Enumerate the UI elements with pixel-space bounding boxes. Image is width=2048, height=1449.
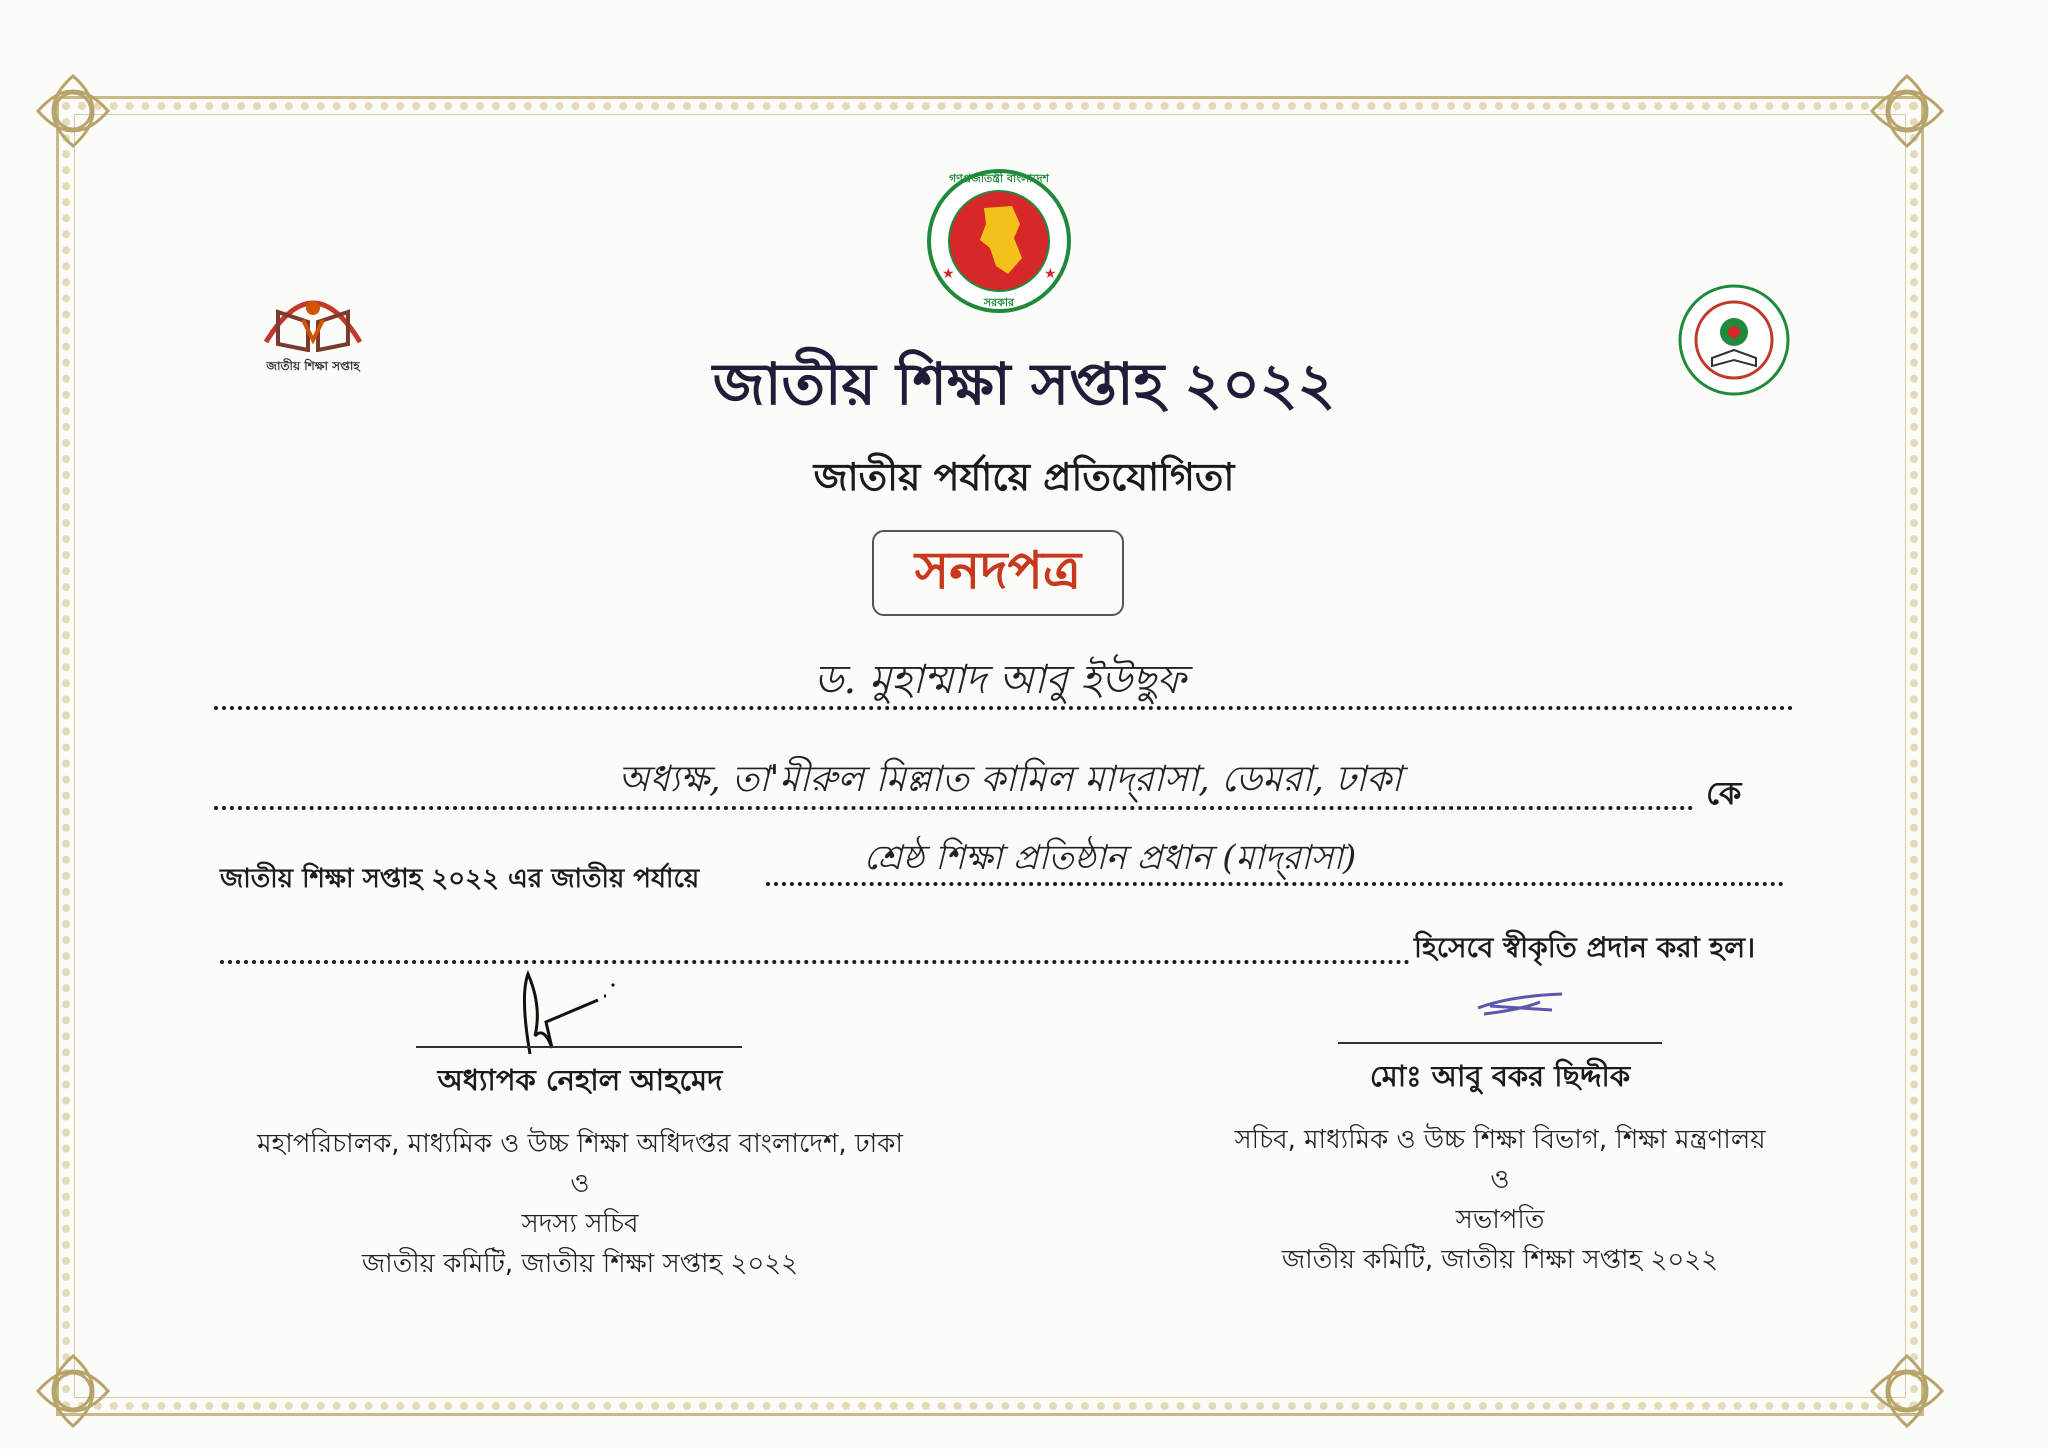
left-signatory-details: [140, 1124, 1020, 1284]
recipient-name: ড. মুহাম্মাদ আবু ইউছুফ: [814, 657, 1186, 703]
svg-text:★: ★: [1044, 266, 1057, 282]
ke-suffix: কে: [1706, 774, 1742, 812]
certificate-title: জাতীয় শিক্ষা সপ্তাহ ২০২২: [712, 350, 1336, 418]
left-signatory-name: অধ্যাপক নেহাল আহমেদ: [437, 1063, 723, 1097]
right-signatory-line2: ও: [1490, 1165, 1510, 1195]
recognition-suffix: হিসেবে স্বীকৃতি প্রদান করা হল।: [1414, 931, 1756, 964]
corner-ornament-bottom-right-icon: [1862, 1346, 1952, 1436]
certificate-subtitle: জাতীয় পর্যায়ে প্রতিযোগিতা: [813, 455, 1235, 499]
right-signature-icon: [1470, 990, 1570, 1020]
corner-ornament-top-left-icon: [28, 66, 118, 156]
right-signatory-line3: সভাপতি: [1455, 1205, 1545, 1235]
government-seal: [924, 166, 1074, 316]
left-signatory-line4: জাতীয় কমিটি, জাতীয় শিক্ষা সপ্তাহ ২০২২: [361, 1249, 799, 1279]
right-signatory-details: [1090, 1120, 1910, 1280]
right-signatory-name: মোঃ আবু বকর ছিদ্দীক: [1369, 1059, 1631, 1093]
level-prefix: জাতীয় শিক্ষা সপ্তাহ ২০২২ এর জাতীয় পর্যায়ে: [220, 864, 700, 894]
recognition-line: [220, 960, 1410, 964]
right-signatory-line1: সচিব, মাধ্যমিক ও উচ্চ শিক্ষা বিভাগ, শিক্ষা মন্ত্রণালয়: [1234, 1125, 1766, 1155]
award-line: [766, 882, 1784, 886]
certificate-label: সনদপত্র: [914, 540, 1082, 601]
left-signature-icon: [480, 966, 650, 1058]
certificate-label-box: [872, 530, 1124, 616]
corner-ornament-top-right-icon: [1862, 66, 1952, 156]
left-signature-rule: [416, 1046, 742, 1048]
designation-line: [214, 806, 1694, 810]
left-signatory-line3: সদস্য সচিব: [521, 1209, 639, 1239]
recipient-designation: অধ্যক্ষ, তা'মীরুল মিল্লাত কামিল মাদ্‌রাসা, ডেমরা, ঢাকা: [618, 759, 1402, 800]
right-signature-rule: [1338, 1042, 1662, 1044]
left-signatory-line2: ও: [570, 1169, 590, 1199]
left-signatory-line1: মহাপরিচালক, মাধ্যমিক ও উচ্চ শিক্ষা অধিদপ্তর বাংলাদেশ, ঢাকা: [257, 1129, 903, 1159]
left-logo-caption: জাতীয় শিক্ষা সপ্তাহ: [266, 359, 360, 373]
seal-bottom-text: সরকার: [983, 296, 1015, 309]
award-title: শ্রেষ্ঠ শিক্ষা প্রতিষ্ঠান প্রধান (মাদ্‌রাসা): [863, 838, 1357, 878]
right-signatory-line4: জাতীয় কমিটি, জাতীয় শিক্ষা সপ্তাহ ২০২২: [1281, 1245, 1719, 1275]
seal-top-text: গণপ্রজাতন্ত্রী বাংলাদেশ: [948, 172, 1050, 185]
recipient-name-line: [214, 706, 1794, 710]
svg-text:★: ★: [942, 266, 955, 282]
corner-ornament-bottom-left-icon: [28, 1346, 118, 1436]
